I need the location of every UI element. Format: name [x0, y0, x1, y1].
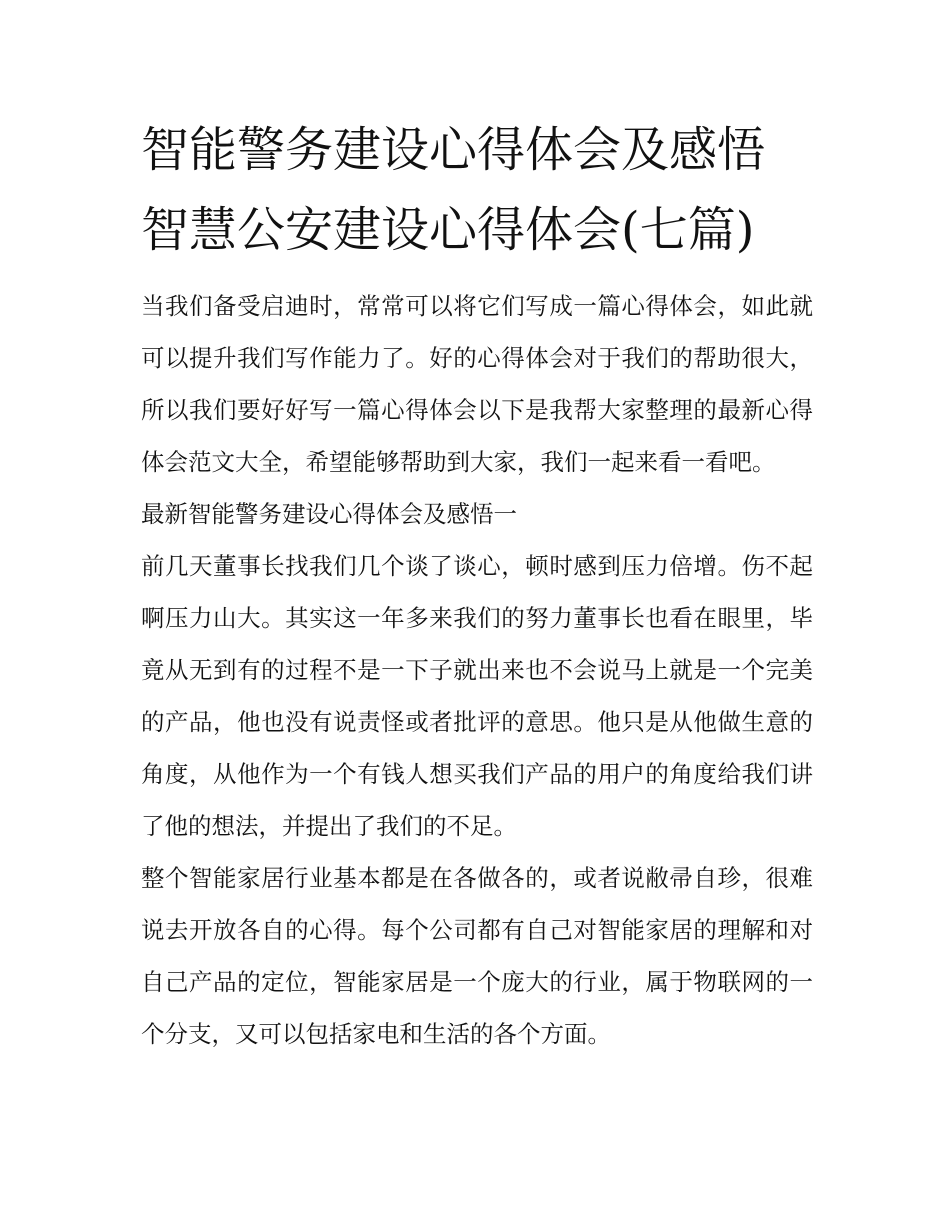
- section-heading: 最新智能警务建设心得体会及感悟一: [141, 500, 517, 528]
- document-page: [141, 110, 813, 1060]
- title-line-2: 智慧公安建设心得体会(七篇): [141, 202, 755, 258]
- intro-paragraph: 当我们备受启迪时，常常可以将它们写成一篇心得体会，如此就可以提升我们写作能力了。好的心得体会对于我们的帮助很大，所以我们要好好写一篇心得体会以下是我帮大家整理的最新心得体会范文大全，希望能够帮助到大家，我们一起来看一看吧。: [141, 292, 813, 476]
- body-paragraph-1: 前几天董事长找我们几个谈了谈心，顿时感到压力倍增。伤不起啊压力山大。其实这一年多来我们的努力董事长也看在眼里，毕竟从无到有的过程不是一下子就出来也不会说马上就是一个完美的产品，他也没有说责怪或者批评的意思。他只是从他做生意的角度，从他作为一个有钱人想买我们产品的用户的角度给我们讲了他的想法，并提出了我们的不足。: [141, 552, 813, 840]
- title-line-1: 智能警务建设心得体会及感悟: [141, 122, 766, 178]
- document-title: [141, 110, 813, 270]
- body-paragraph-2: 整个智能家居行业基本都是在各做各的，或者说敝帚自珍，很难说去开放各自的心得。每个公司都有自己对智能家居的理解和对自己产品的定位，智能家居是一个庞大的行业，属于物联网的一个分支，又可以包括家电和生活的各个方面。: [141, 864, 813, 1048]
